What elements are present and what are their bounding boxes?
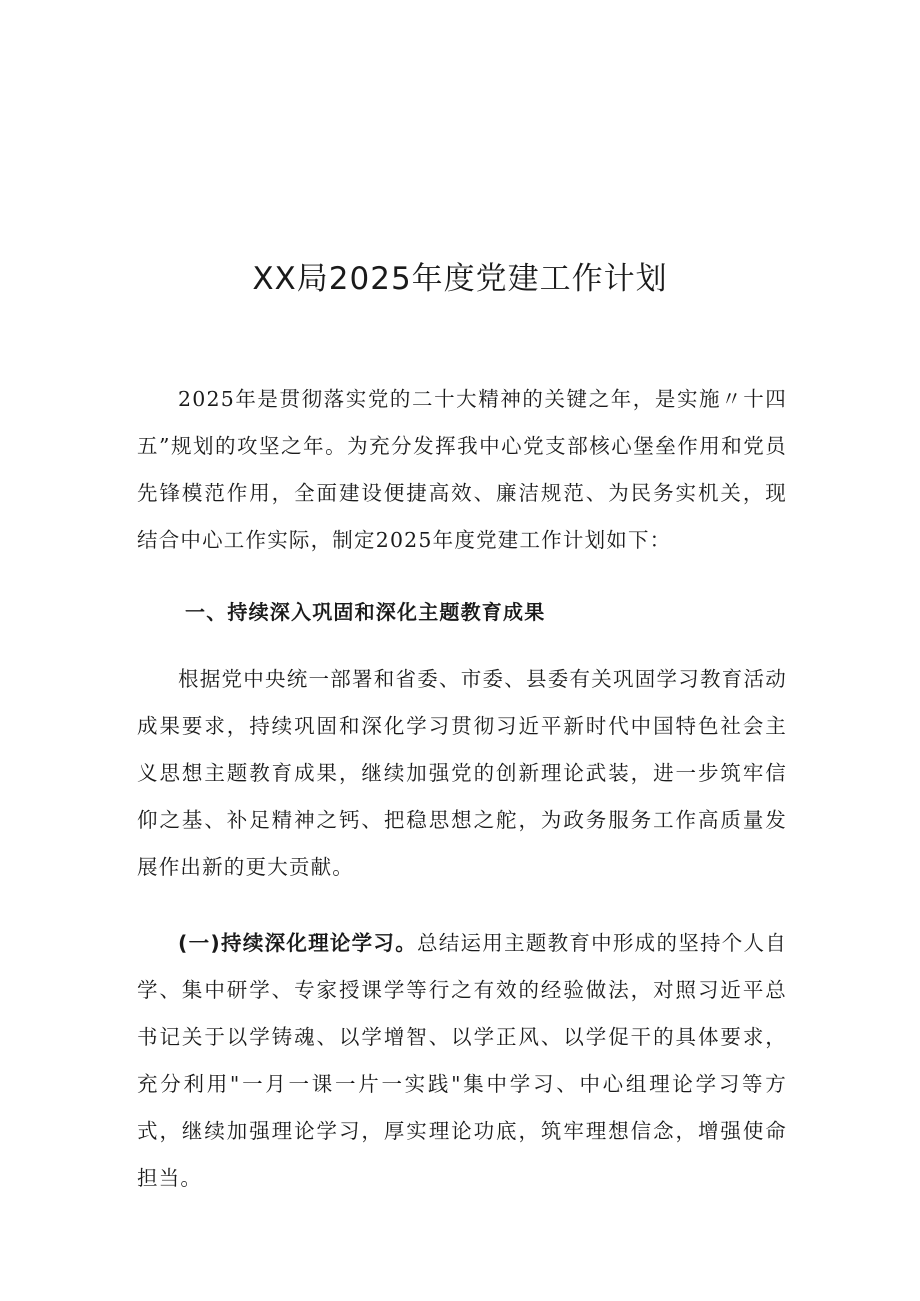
subsection-1-paragraph (137, 920, 787, 1202)
intro-paragraph: 2025年是贯彻落实党的二十大精神的关键之年，是实施〃十四五”规划的攻坚之年。为充分发挥我中心党支部核心堡垒作用和党员先锋模范作用，全面建设便捷高效、廉洁规范、为民务实机关，现结合中心工作实际，制定2025年度党建工作计划如下： (137, 387, 787, 552)
subsection-1-text: 总结运用主题教育中形成的坚持个人自学、集中研学、专家授课学等行之有效的经验做法，对照习近平总书记关于以学铸魂、以学增智、以学正风、以学促干的具体要求，充分利用"一月一课一片一实践"集中学习、中心组理论学习等方式，继续加强理论学习，厚实理论功底，筑牢理想信念，增强使命担当。 (137, 931, 787, 1190)
section-1-paragraph: 根据党中央统一部署和省委、市委、县委有关巩固学习教育活动成果要求，持续巩固和深化学习贯彻习近平新时代中国特色社会主义思想主题教育成果，继续加强党的创新理论武装，进一步筑牢信仰之基、补足精神之钙、把稳思想之舵，为政务服务工作高质量发展作出新的更大贡献。 (137, 667, 787, 879)
subsection-1-heading: (一)持续深化理论学习。 (178, 931, 417, 955)
document-title: XX局2025年度党建工作计划 (252, 261, 668, 297)
section-heading-1: 一、持续深入巩固和深化主题教育成果 (185, 600, 546, 624)
